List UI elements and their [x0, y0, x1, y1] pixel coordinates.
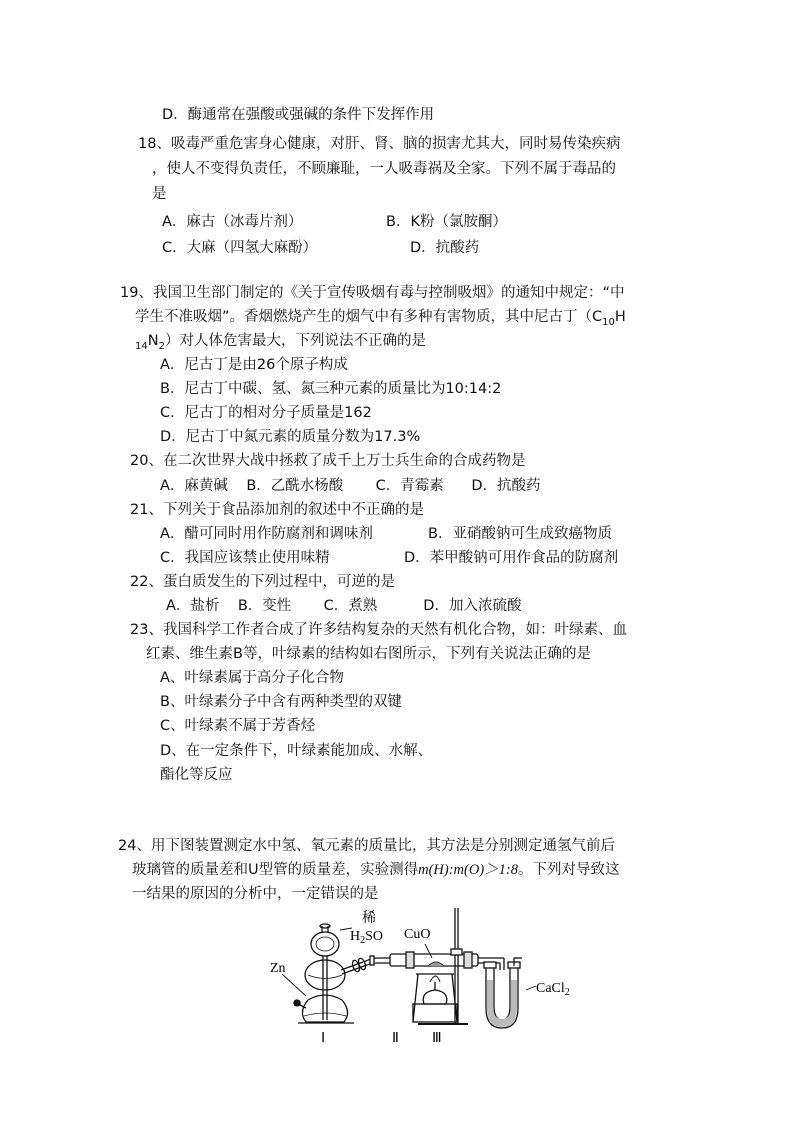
- q19-option-c: C．尼古丁的相对分子质量是162: [160, 405, 372, 421]
- q23-option-c: C、叶绿素不属于芳香烃: [160, 718, 316, 734]
- label-acid-h: H: [350, 929, 361, 944]
- label-zinc: Zn: [270, 961, 286, 976]
- q19-option-b: B．尼古丁中碳、氢、氮三种元素的质量比为10:14:2: [160, 381, 502, 397]
- q18-stem-line2: ，使人不变得负责任，不顾廉耻，一人吸毒祸及全家。下列不属于毒品的: [152, 161, 616, 177]
- label-acid: [350, 929, 383, 946]
- label-cacl-text: CaCl: [536, 981, 565, 996]
- q23-stem-line2: 红素、维生素B等，叶绿素的结构如右图所示，下列有关说法正确的是: [146, 646, 591, 662]
- q20-options: A．麻黄碱 B．乙酰水杨酸 C．青霉素 D．抗酸药: [160, 478, 541, 494]
- label-calcium-chloride: [536, 981, 570, 998]
- q19-formula-h: H: [614, 309, 626, 325]
- q18-option-b: B．K粉（氯胺酮）: [386, 214, 507, 230]
- q23-option-a: A、叶绿素属于高分子化合物: [160, 670, 344, 686]
- combustion-tube: [390, 944, 478, 968]
- q19-stem-text: 学生不准吸烟”。香烟燃烧产生的烟气中有多种有害物质，其中尼古丁（C: [135, 309, 603, 325]
- label-cacl-sub: 2: [564, 987, 570, 998]
- q19-stem-tail: ）对人体危害最大，下列说法不正确的是: [164, 333, 426, 349]
- q22-stem: 22、蛋白质发生的下列过程中，可逆的是: [130, 574, 395, 590]
- q23-option-b: B、叶绿素分子中含有两种类型的双键: [160, 694, 402, 710]
- q23-option-d-line1: D、在一定条件下，叶绿素能加成、水解、: [160, 743, 433, 759]
- q21-option-c: C．我国应该禁止使用味精: [160, 550, 330, 566]
- q19-formula-n: N: [147, 333, 159, 349]
- q22-options: A．盐析 B．变性 C．煮熟 D．加入浓硫酸: [166, 598, 522, 614]
- q21-stem: 21、下列关于食品添加剂的叙述中不正确的是: [130, 502, 424, 518]
- q24-stem-text-a: 玻璃管的质量差和U型管的质量差，实验测得: [132, 862, 419, 878]
- q23-option-d-line2: 酯化等反应: [160, 767, 233, 783]
- label-roman-1: Ⅰ: [321, 1031, 326, 1046]
- q19-formula-sub-h: 14: [135, 340, 148, 352]
- q17-option-d: D．酶通常在强酸或强碱的条件下发挥作用: [162, 107, 435, 123]
- q18-option-c: C．大麻（四氢大麻酚）: [162, 240, 318, 256]
- q24-stem-line2: [132, 860, 619, 880]
- q19-option-d: D．尼古丁中氮元素的质量分数为17.3%: [160, 429, 421, 445]
- label-acid-sub: 2: [360, 935, 366, 946]
- q24-stem-text-b: 。下列对导致这: [517, 862, 620, 878]
- label-roman-3: Ⅲ: [432, 1031, 442, 1046]
- q19-stem-line3: [135, 331, 426, 357]
- q19-formula-sub-c: 10: [602, 316, 615, 328]
- q18-stem-line1: 18、吸毒严重危害身心健康，对肝、肾、脑的损害尤其大，同时易传染疾病: [138, 136, 621, 152]
- q24-stem-line1: 24、用下图装置测定水中氢、氧元素的质量比，其方法是分别测定通氢气前后: [118, 838, 615, 854]
- label-acid-so: SO: [365, 929, 384, 944]
- q18-option-d: D．抗酸药: [410, 240, 480, 256]
- q23-stem-line1: 23、我国科学工作者合成了许多结构复杂的天然有机化合物，如：叶绿素、血: [130, 622, 627, 638]
- label-copper-oxide: CuO: [404, 927, 431, 942]
- q24-stem-line3: 一结果的原因的分析中，一定错误的是: [132, 886, 379, 902]
- q21-option-a: A．醋可同时用作防腐剂和调味剂: [160, 526, 373, 542]
- label-roman-2: Ⅱ: [392, 1031, 399, 1046]
- q24-mass-ratio: m(H):m(O)＞1:8: [418, 862, 518, 878]
- q19-stem-line2: [135, 307, 626, 333]
- label-dilute: 稀: [362, 911, 376, 926]
- q19-option-a: A．尼古丁是由26个原子构成: [160, 357, 348, 373]
- q21-option-d: D．苯甲酸钠可用作食品的防腐剂: [404, 550, 619, 566]
- q19-formula-sub-n: 2: [158, 340, 165, 352]
- apparatus-diagram: [268, 900, 598, 1050]
- alcohol-lamp: [413, 974, 457, 1022]
- q18-stem-line3: 是: [152, 186, 167, 202]
- u-tube: [484, 958, 536, 1028]
- q21-option-b: B．亚硝酸钠可生成致癌物质: [428, 526, 612, 542]
- q19-stem-line1: 19、我国卫生部门制定的《关于宣传吸烟有毒与控制吸烟》的通知中规定：“中: [120, 285, 625, 301]
- q18-option-a: A．麻古（冰毒片剂）: [162, 214, 303, 230]
- q20-stem: 20、在二次世界大战中拯救了成千上万士兵生命的合成药物是: [130, 453, 526, 469]
